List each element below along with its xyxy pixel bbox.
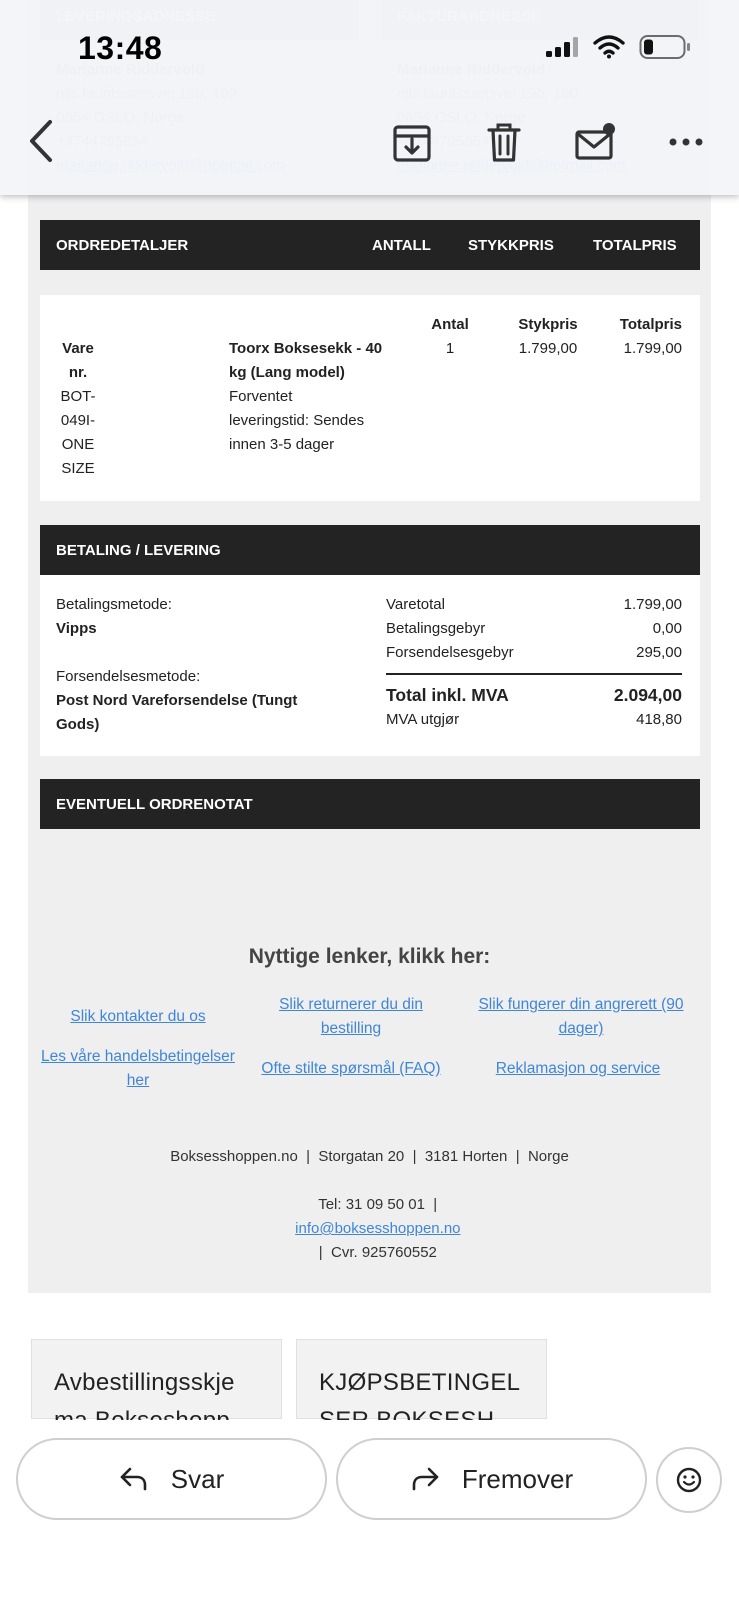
terms-link-line1[interactable]: Les våre handelsbetingelser xyxy=(41,1048,235,1065)
item-description xyxy=(229,337,419,457)
company-address: Boksesshoppen.no | Storgatan 20 | 3181 Horten | Norge xyxy=(170,1148,569,1165)
attachment-name-line1: KJØPSBETINGEL xyxy=(319,1369,521,1396)
sku-column xyxy=(48,337,108,481)
withdrawal-link-line2[interactable]: dager) xyxy=(558,1020,604,1037)
order-item-card xyxy=(40,295,700,501)
item-total-price: 1.799,00 xyxy=(623,340,682,357)
item-name-cont: kg (Lang model) xyxy=(229,364,345,381)
complaints-link[interactable]: Reklamasjon og service xyxy=(495,1060,661,1077)
item-unit-price: 1.799,00 xyxy=(518,340,578,357)
back-icon[interactable] xyxy=(24,118,60,164)
forward-label: Fremover xyxy=(461,1463,574,1494)
payment-title: BETALING / LEVERING xyxy=(56,542,221,559)
useful-links-heading: Nyttige lenker, klikk her: xyxy=(248,945,491,968)
item-qty: 1 xyxy=(445,340,455,357)
cellular-signal-icon xyxy=(545,36,579,58)
sku-label-cont: nr. xyxy=(68,364,88,381)
payment-fee-label: Betalingsgebyr xyxy=(386,620,486,637)
sku-part-1: BOT- xyxy=(60,388,96,405)
forward-icon xyxy=(410,1466,440,1492)
shipping-method xyxy=(56,689,346,737)
unit-price-column-header: STYKKPRIS xyxy=(468,237,554,254)
total-divider xyxy=(386,673,682,675)
reply-label: Svar xyxy=(170,1463,225,1494)
reply-button[interactable] xyxy=(16,1438,327,1520)
company-phone: Tel: 31 09 50 01 | xyxy=(318,1196,438,1213)
item-qty-header: Antal xyxy=(431,316,469,333)
order-note-title: EVENTUELL ORDRENOTAT xyxy=(56,796,253,813)
item-unit-header: Stykpris xyxy=(518,316,578,333)
total-label: Total inkl. MVA xyxy=(386,685,509,705)
item-delivery-note-2: leveringstid: Sendes xyxy=(229,412,365,429)
sku-part-3: ONE xyxy=(61,436,95,453)
total-price-column-header: TOTALPRIS xyxy=(593,237,677,254)
forward-button[interactable] xyxy=(336,1438,647,1520)
payment-method-label: Betalingsmetode: xyxy=(56,596,172,613)
wifi-icon xyxy=(593,35,625,59)
status-time: 13:48 xyxy=(78,30,163,66)
sku-part-4: SIZE xyxy=(61,460,95,477)
vat-label: MVA utgjør xyxy=(386,711,460,728)
item-delivery-note: Forventet xyxy=(229,388,293,405)
sku-label: Vare xyxy=(62,340,94,357)
shipping-fee-label: Forsendelsesgebyr xyxy=(386,644,514,661)
qty-column-header: ANTALL xyxy=(372,237,431,254)
vat-value: 418,80 xyxy=(636,711,682,728)
payment-method: Vipps xyxy=(56,620,97,637)
company-cvr: | Cvr. 925760552 xyxy=(318,1244,437,1261)
item-total-header: Totalpris xyxy=(619,316,682,333)
terms-link-line2[interactable]: her xyxy=(126,1072,150,1089)
reaction-button[interactable] xyxy=(656,1447,722,1513)
sku-part-2: 049I- xyxy=(60,412,96,429)
returns-link[interactable] xyxy=(246,993,456,1041)
payment-header xyxy=(40,525,700,575)
payment-fee-value: 0,00 xyxy=(652,620,682,637)
total-value: 2.094,00 xyxy=(613,685,682,705)
payment-card xyxy=(40,575,700,756)
withdrawal-link[interactable] xyxy=(466,993,696,1041)
status-indicators xyxy=(545,34,691,60)
reply-icon xyxy=(119,1466,149,1492)
order-details-title: ORDREDETALJER xyxy=(56,237,189,254)
smiley-icon xyxy=(658,1449,720,1511)
more-options-icon[interactable] xyxy=(666,120,706,164)
shipping-fee-value: 295,00 xyxy=(636,644,682,661)
company-contact xyxy=(28,1169,711,1289)
subtotal-value: 1.799,00 xyxy=(623,596,682,613)
returns-link-line2[interactable]: bestilling xyxy=(320,1020,382,1037)
archive-icon[interactable] xyxy=(392,120,432,164)
contact-link[interactable]: Slik kontakter du os xyxy=(70,1008,206,1025)
attachment-name-line1: Avbestillingsskje xyxy=(54,1369,235,1396)
item-delivery-note-3: innen 3-5 dager xyxy=(229,436,335,453)
shipping-method-label: Forsendelsesmetode: xyxy=(56,668,201,685)
company-email-link[interactable]: info@boksesshoppen.no xyxy=(295,1220,461,1237)
order-details-header xyxy=(40,220,700,270)
shipping-method-line1: Post Nord Vareforsendelse (Tungt xyxy=(56,692,298,709)
faq-link[interactable]: Ofte stilte spørsmål (FAQ) xyxy=(261,1060,441,1077)
terms-link[interactable] xyxy=(30,1045,246,1093)
mark-unread-icon[interactable] xyxy=(574,120,618,164)
shipping-method-line2: Gods) xyxy=(56,716,100,733)
item-name: Toorx Boksesekk - 40 xyxy=(229,340,383,357)
attachment-cancellation-form[interactable] xyxy=(31,1339,282,1419)
order-note-header xyxy=(40,779,700,829)
returns-link-line1[interactable]: Slik returnerer du din xyxy=(279,996,423,1013)
attachment-purchase-terms[interactable] xyxy=(296,1339,547,1419)
trash-icon[interactable] xyxy=(484,120,524,164)
subtotal-label: Varetotal xyxy=(386,596,445,613)
withdrawal-link-line1[interactable]: Slik fungerer din angrerett (90 xyxy=(478,996,684,1013)
battery-icon xyxy=(639,34,691,60)
